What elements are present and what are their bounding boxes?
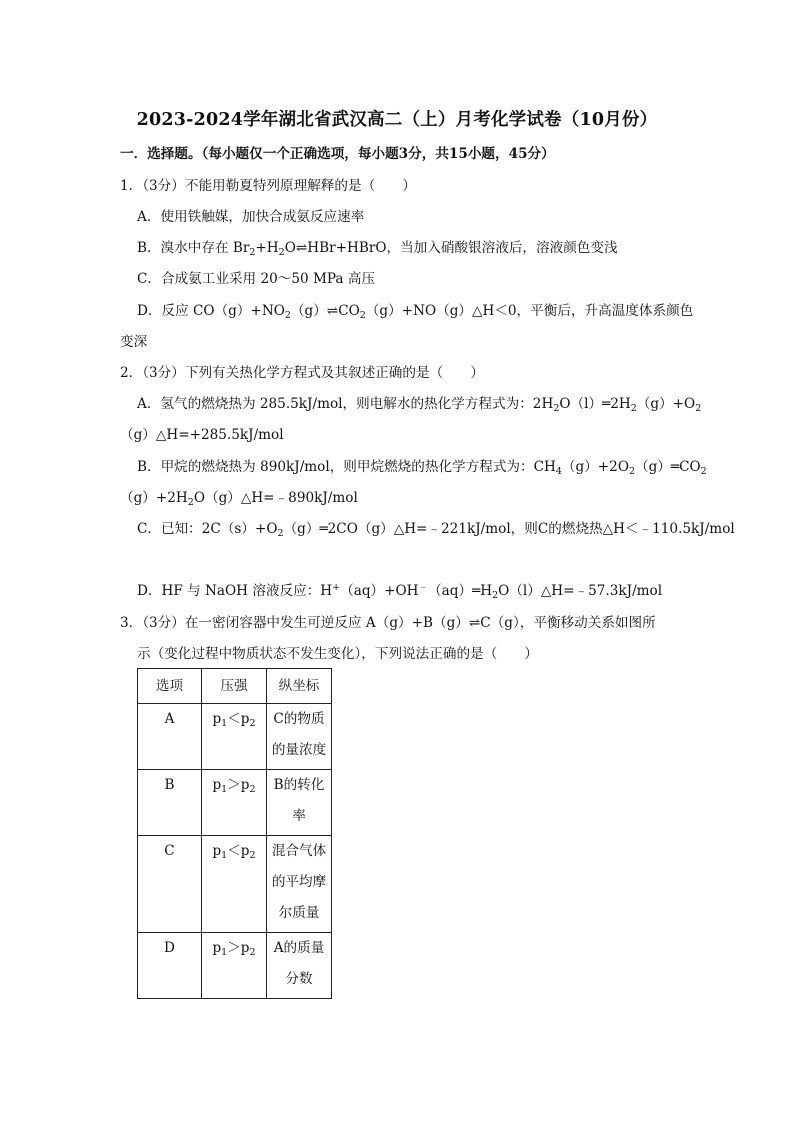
q2-option-b: B．甲烷的燃烧热为 890kJ/mol，则甲烷燃烧的热化学方程式为：$CH_4(g)+2O_2(g)═CO_2$: [137, 459, 707, 477]
q1-option-a: A．使用铁触媒，加快合成氨反应速率: [137, 209, 365, 225]
q3-stem-continued: 示（变化过程中物质状态不发生变化），下列说法正确的是（ ）: [137, 646, 539, 662]
header-y-axis: 纵坐标: [267, 669, 332, 704]
q2-option-b-continued: $(g)+2H_2O(g)\triangle H=﹣890kJ$/mol: [120, 490, 358, 508]
q2-option-a-continued: （g）△H=+285.5kJ/mol: [120, 427, 284, 443]
q2-option-d: D．HF 与 NaOH 溶液反应：$H^+(aq)+OH^﹣(aq)═H_2O(l)\triangle H=﹣57.3kJ$/mol: [137, 582, 663, 601]
table-row: [138, 933, 332, 999]
q3-stem: 3．（3分）在一密闭容器中发生可逆反应 A（g）+B（g）⇌C（g），平衡移动关系如图所: [120, 615, 656, 631]
q2-option-c: C．已知：$2C(s)+O_2(g)═2CO(g)\triangle H=﹣221kJ$/mol，则C的燃烧热△H＜﹣110.5kJ/mol: [137, 521, 735, 539]
header-option: 选项: [138, 669, 202, 704]
row-pressure: $p_1<p_2$: [202, 704, 267, 770]
q1-option-c: C．合成氨工业采用 20～50 MPa 高压: [137, 271, 376, 287]
row-option: B: [138, 770, 202, 836]
q1-option-b: B．溴水中存在 $Br_2+H_2O\rightleftharpoons HBr+HBrO$，当加入硝酸银溶液后，溶液颜色变浅: [137, 240, 618, 258]
row-y-axis: C的物质的量浓度: [267, 704, 332, 770]
table-header-row: [138, 669, 332, 704]
row-pressure: $p_1>p_2$: [202, 933, 267, 999]
table-row: [138, 704, 332, 770]
page-title: 2023-2024学年湖北省武汉高二（上）月考化学试卷（10月份）: [136, 110, 658, 130]
q1-stem: 1．（3分）不能用勒夏特列原理解释的是（ ）: [120, 178, 416, 194]
table-row: [138, 836, 332, 933]
row-option: C: [138, 836, 202, 933]
row-option: A: [138, 704, 202, 770]
q1-option-d: D．反应 $CO(g)+NO_2(g)\rightleftharpoons CO_2(g)+NO(g)\triangle H<0$，平衡后，升高温度体系颜色: [137, 303, 694, 321]
row-y-axis: A的质量分数: [267, 933, 332, 999]
header-pressure: 压强: [202, 669, 267, 704]
q1-option-d-continued: 变深: [120, 334, 148, 350]
row-pressure: $p_1<p_2$: [202, 836, 267, 933]
q3-options-table: [137, 668, 332, 999]
row-option: D: [138, 933, 202, 999]
row-y-axis: 混合气体的平均摩尔质量: [267, 836, 332, 933]
q2-stem: 2．（3分）下列有关热化学方程式及其叙述正确的是（ ）: [120, 365, 484, 381]
row-y-axis: B的转化率: [267, 770, 332, 836]
section-heading: 一．选择题。（每小题仅一个正确选项，每小题3分，共15小题，45分）: [120, 146, 555, 162]
q2-option-a: A．氢气的燃烧热为 285.5kJ/mol，则电解水的热化学方程式为：$2H_2O(l)═2H_2(g)+O_2$: [137, 396, 702, 414]
row-pressure: $p_1>p_2$: [202, 770, 267, 836]
table-row: [138, 770, 332, 836]
